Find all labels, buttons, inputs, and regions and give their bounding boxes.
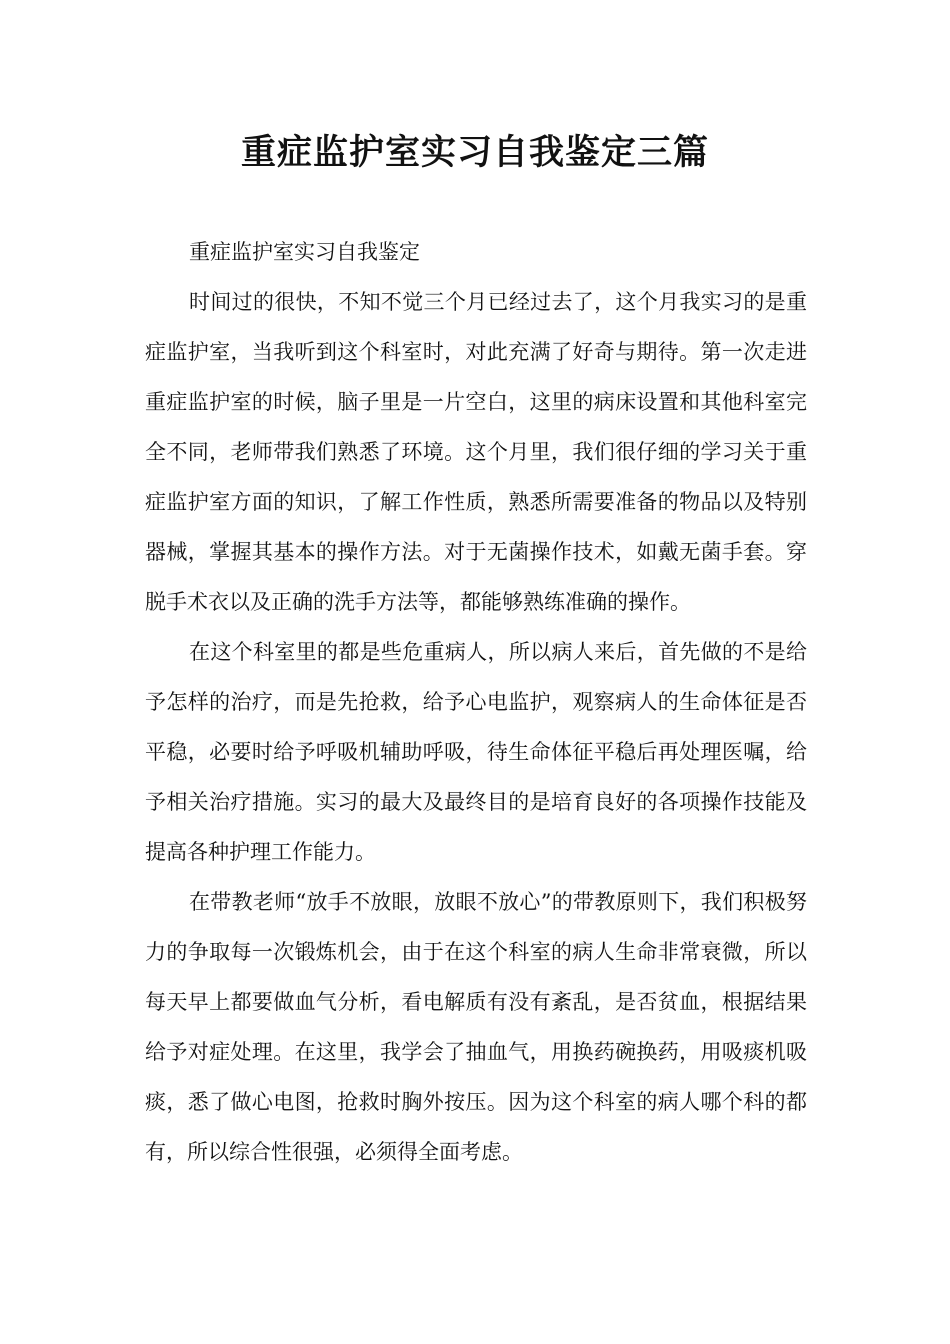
body-paragraph: 时间过的很快，不知不觉三个月已经过去了，这个月我实习的是重症监护室，当我听到这个科室时，对此充满了好奇与期待。第一次走进重症监护室的时候，脑子里是一片空白，这里的病床设置和其他科室完全不同，老师带我们熟悉了环境。这个月里，我们很仔细的学习关于重症监护室方面的知识，了解工作性质，熟悉所需要准备的物品以及特别器械，掌握其基本的操作方法。对于无菌操作技术，如戴无菌手套。穿脱手术衣以及正确的洗手方法等，都能够熟练准确的操作。 [145,290,807,614]
section-heading: 重症监护室实习自我鉴定 [189,240,420,264]
body-paragraph: 在这个科室里的都是些危重病人，所以病人来后，首先做的不是给予怎样的治疗，而是先抢救，给予心电监护，观察病人的生命体征是否平稳，必要时给予呼吸机辅助呼吸，待生命体征平稳后再处理医嘱，给予相关治疗措施。实习的最大及最终目的是培育良好的各项操作技能及提高各种护理工作能力。 [145,640,807,864]
document-body [145,227,807,1177]
document-title: 重症监护室实习自我鉴定三篇 [240,132,709,173]
body-paragraph: 在带教老师“放手不放眼，放眼不放心”的带教原则下，我们积极努力的争取每一次锻炼机会，由于在这个科室的病人生命非常衰微，所以每天早上都要做血气分析，看电解质有没有紊乱，是否贫血，根据结果给予对症处理。在这里，我学会了抽血气，用换药碗换药，用吸痰机吸痰，悉了做心电图，抢救时胸外按压。因为这个科室的病人哪个科的都有，所以综合性很强，必须得全面考虑。 [145,890,807,1164]
